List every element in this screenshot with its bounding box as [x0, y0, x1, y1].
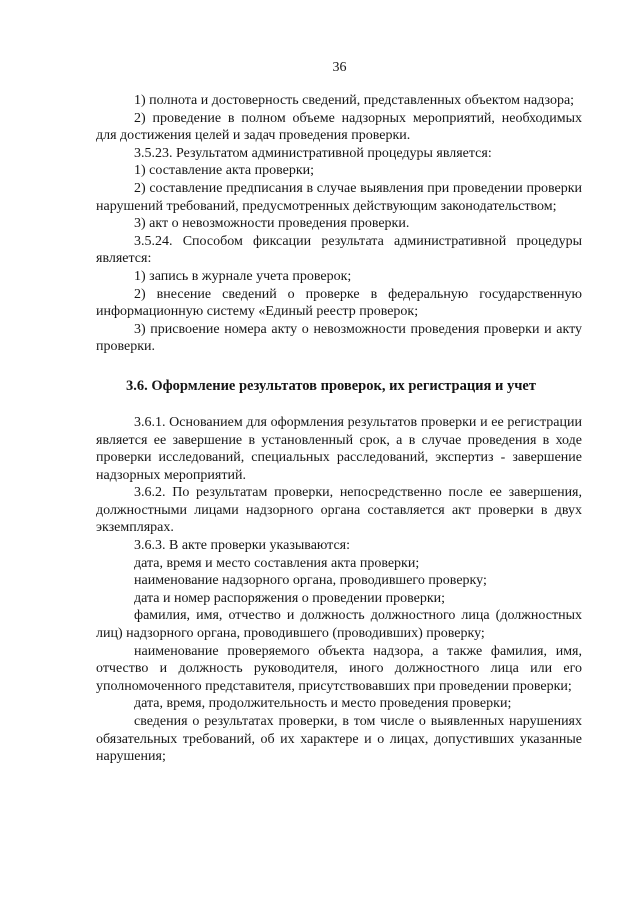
page-number: 36: [332, 60, 347, 75]
paragraph: 3.5.23. Результатом административной процедуры является:: [134, 145, 492, 161]
paragraph: 1) составление акта проверки;: [134, 163, 315, 179]
paragraph: фамилия, имя, отчество и должность должностного лица (должностных лиц) надзорного органа, проводившего (проводивших) проверку;: [96, 608, 582, 642]
paragraph: 3) присвоение номера акту о невозможности проведения проверки и акту проверки.: [96, 321, 582, 355]
paragraph: 1) запись в журнале учета проверок;: [134, 268, 352, 284]
paragraph: сведения о результатах проверки, в том числе о выявленных нарушениях обязательных требований, об их характере и о лицах, допустивших указанные нарушения;: [96, 714, 582, 765]
paragraph: дата, время, продолжительность и место проведения проверки;: [134, 696, 512, 712]
paragraph: 2) составление предписания в случае выявления при проведении проверки нарушений требований, предусмотренных действующим законодательством;: [96, 180, 582, 214]
paragraph: 3.6.1. Основанием для оформления результатов проверки и ее регистрации является ее завершение в установленный срок, а в случае проведения в ходе проверки исследований, специальных расследований, экспертиз - завершение надзорных мероприятий.: [96, 414, 582, 483]
paragraph: наименование проверяемого объекта надзора, а также фамилия, имя, отчество и должность руководителя, иного должностного лица или его уполномоченного представителя, присутствовавших при проведении проверки;: [96, 643, 582, 694]
paragraph: 3.6.3. В акте проверки указываются:: [134, 538, 351, 554]
paragraph: дата и номер распоряжения о проведении проверки;: [134, 590, 446, 606]
paragraph: 2) внесение сведений о проверке в федеральную государственную информационную систему «Единый реестр проверок;: [96, 286, 582, 320]
paragraph: 3.6.2. По результатам проверки, непосредственно после ее завершения, должностными лицами надзорного органа составляется акт проверки в двух экземплярах.: [96, 485, 582, 536]
paragraph: наименование надзорного органа, проводившего проверку;: [134, 573, 487, 589]
paragraph: 3) акт о невозможности проведения проверки.: [134, 216, 410, 232]
paragraph: 1) полнота и достоверность сведений, представленных объектом надзора;: [134, 93, 575, 108]
paragraph: дата, время и место составления акта проверки;: [134, 555, 420, 571]
section-heading: 3.6. Оформление результатов проверок, их регистрация и учет: [126, 377, 536, 394]
paragraph: 2) проведение в полном объеме надзорных мероприятий, необходимых для достижения целей и задач проведения проверки.: [96, 110, 582, 144]
paragraph: 3.5.24. Способом фиксации результата административной процедуры является:: [96, 233, 582, 267]
document-body: [96, 92, 582, 766]
